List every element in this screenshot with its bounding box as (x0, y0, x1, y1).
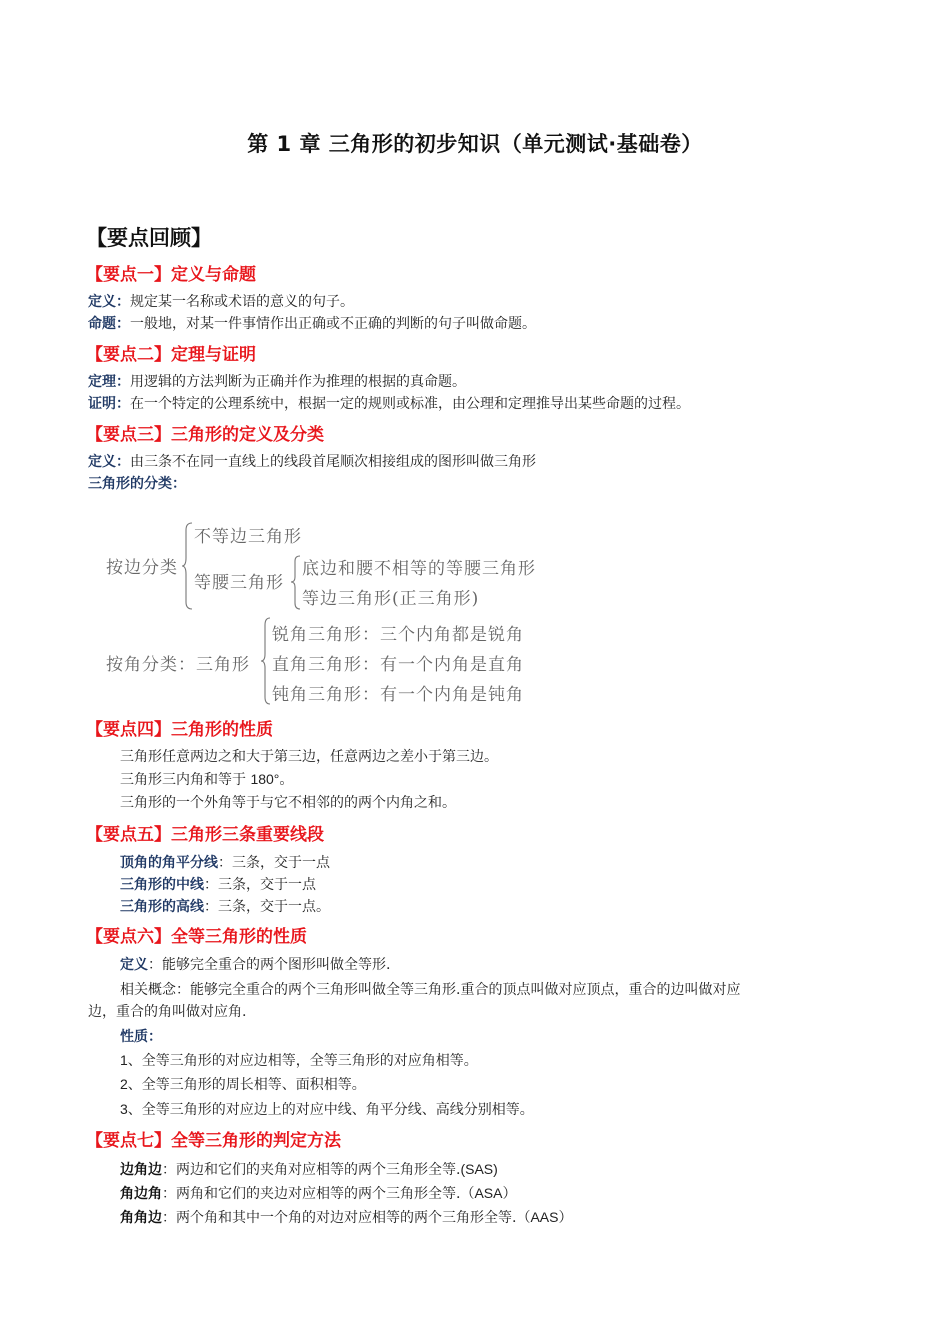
brace-icon (182, 522, 194, 610)
triangle-definition-text: 由三条不在同一直线上的线段首尾顺次相接组成的图形叫做三角形 (130, 454, 536, 470)
equilateral-triangle: 等边三角形(正三角形) (302, 589, 480, 609)
brace-icon (290, 555, 302, 610)
section-heading-1: 【要点一】定义与命题 (86, 265, 256, 285)
by-side-root: 按边分类 (106, 558, 178, 578)
definition-label: 定义： (88, 294, 130, 310)
isosceles-triangle: 等腰三角形 (194, 573, 284, 593)
definition-line (88, 292, 354, 312)
acute-triangle: 锐角三角形：三个内角都是锐角 (272, 625, 524, 645)
section-heading-7: 【要点七】全等三角形的判定方法 (86, 1131, 341, 1151)
criterion-asa: 角边角：两角和它们的夹边对应相等的两个三角形全等.（ASA） (120, 1185, 517, 1202)
theorem-label: 定理： (88, 374, 130, 390)
related-concepts-line-1: 相关概念：能够完全重合的两个三角形叫做全等三角形.重合的顶点叫做对应顶点，重合的边叫做对应 (120, 982, 741, 998)
scalene-triangle: 不等边三角形 (194, 527, 302, 547)
section-heading-5: 【要点五】三角形三条重要线段 (86, 825, 324, 845)
segment-line-2: 三角形的中线：三条，交于一点 (120, 877, 316, 893)
theorem-line (88, 372, 466, 392)
criterion-sas: 边角边：两边和它们的夹角对应相等的两个三角形全等.(SAS) (120, 1161, 498, 1178)
congruence-property-3: 3、全等三角形的对应边上的对应中线、角平分线、高线分别相等。 (120, 1101, 534, 1118)
right-triangle: 直角三角形：有一个内角是直角 (272, 655, 524, 675)
proof-line (88, 394, 690, 414)
proposition-label: 命题： (88, 316, 130, 332)
triangle-definition-label: 定义： (88, 454, 130, 470)
segment-line-1: 顶角的角平分线：三条，交于一点 (120, 855, 330, 871)
section-heading-3: 【要点三】三角形的定义及分类 (86, 425, 324, 445)
classification-label: 三角形的分类： (88, 476, 186, 492)
congruence-definition-line: 定义：能够完全重合的两个图形叫做全等形. (120, 957, 391, 973)
congruence-property-2: 2、全等三角形的周长相等、面积相等。 (120, 1076, 366, 1093)
review-heading: 【要点回顾】 (86, 226, 212, 250)
proof-text: 在一个特定的公理系统中，根据一定的规则或标准，由公理和定理推导出某些命题的过程。 (130, 396, 690, 412)
properties-label-line: 性质： (120, 1029, 162, 1045)
section-heading-2: 【要点二】定理与证明 (86, 345, 256, 365)
proposition-text: 一般地，对某一件事情作出正确或不正确的判断的句子叫做命题。 (130, 316, 536, 332)
page-title: 第 1 章 三角形的初步知识（单元测试·基础卷） (247, 132, 703, 156)
criterion-aas: 角角边：两个角和其中一个角的对边对应相等的两个三角形全等.（AAS） (120, 1209, 573, 1226)
proposition-line (88, 314, 536, 334)
classification-heading-line (88, 474, 186, 494)
triangle-definition-line (88, 452, 536, 472)
brace-icon (260, 617, 272, 705)
theorem-text: 用逻辑的方法判断为正确并作为推理的根据的真命题。 (130, 374, 466, 390)
isosceles-non-equilateral: 底边和腰不相等的等腰三角形 (302, 559, 536, 579)
congruence-property-1: 1、全等三角形的对应边相等，全等三角形的对应角相等。 (120, 1052, 478, 1069)
section-heading-4: 【要点四】三角形的性质 (86, 720, 273, 740)
section-heading-6: 【要点六】全等三角形的性质 (86, 927, 307, 947)
segment-line-3: 三角形的高线：三条，交于一点。 (120, 899, 330, 915)
property-line-2: 三角形三内角和等于 180°。 (120, 771, 294, 788)
definition-text: 规定某一名称或术语的意义的句子。 (130, 294, 354, 310)
angle-sum-value: 180° (250, 771, 280, 787)
property-line-3: 三角形的一个外角等于与它不相邻的的两个内角之和。 (120, 795, 456, 811)
property-line-1: 三角形任意两边之和大于第三边，任意两边之差小于第三边。 (120, 749, 498, 765)
related-concepts-line-2: 边，重合的角叫做对应角. (88, 1004, 247, 1020)
proof-label: 证明： (88, 396, 130, 412)
obtuse-triangle: 钝角三角形：有一个内角是钝角 (272, 685, 524, 705)
by-angle-root: 按角分类：三角形 (106, 655, 250, 675)
